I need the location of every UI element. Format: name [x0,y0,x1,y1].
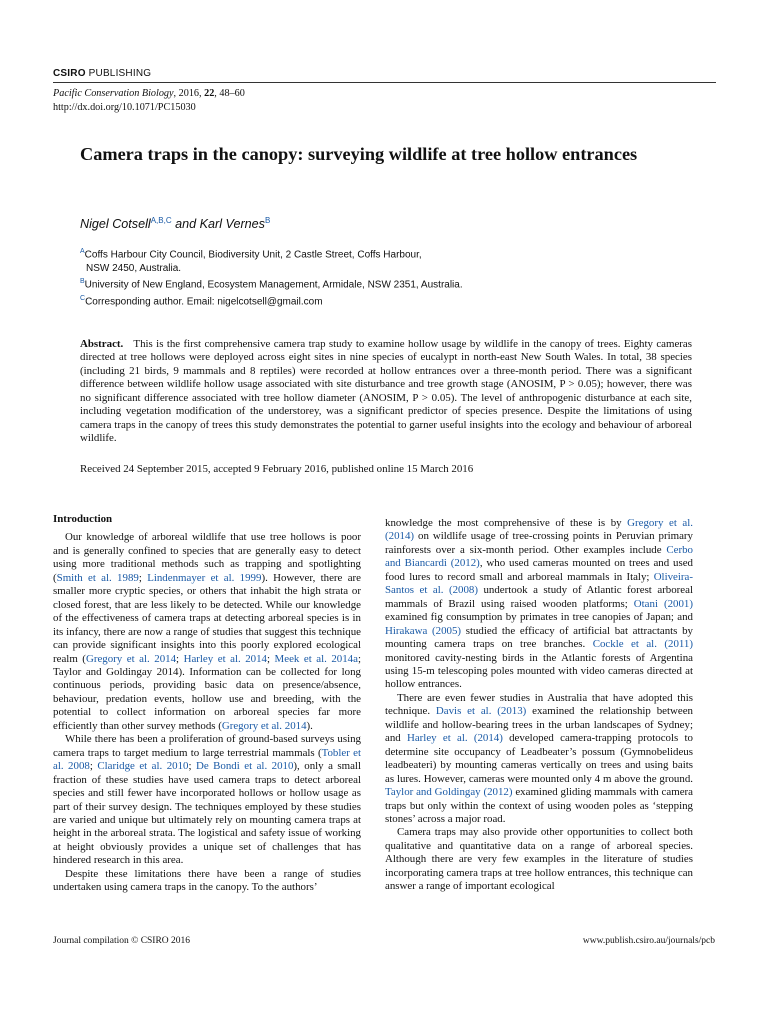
received-dates: Received 24 September 2015, accepted 9 February 2016, published online 15 March 2016 [80,463,474,475]
doi-link[interactable]: http://dx.doi.org/10.1071/PC15030 [53,102,196,113]
ref-link[interactable]: Tobler et al. 2008 [53,746,361,773]
affil-b-text: University of New England, Ecosystem Management, Armidale, NSW 2351, Australia. [84,279,463,291]
affiliation-b [80,275,710,292]
intro-paragraph-1: Our knowledge of arboreal wildlife that use tree hollows is poor and is generally confined to species that are generally easy to detect using more traditional methods such as trapping and spotlighting (Smith et al. 1989; Lindenmayer et al. 1999). However, there are smaller more cryptic species, or others that inhabit the high strata or closed forest, that are less likely to be detected. While our knowledge of the effectiveness of camera traps at detecting arboreal species is in its infancy, there are now a range of studies that suggest this technique can provide significant insights into this poorly explored ecological realm (Gregory et al. 2014; Harley et al. 2014; Meek et al. 2014a; Taylor and Goldingay 2014). Information can be collected for long continuous periods, providing basic data on presence/absence, behaviour, predation events, hollow use and breeding, with the potential to collect information on arboreal species far more efficiently than other survey methods (Gregory et al. 2014). [53,531,362,732]
column-left [53,513,361,895]
author-2: Karl Vernes [199,217,265,232]
author-and: and [171,217,200,232]
ref-link[interactable]: Smith et al. 1989 [56,571,139,584]
ref-link[interactable]: Harley et al. 2014 [183,652,267,665]
author-2-affil[interactable]: B [264,216,271,225]
paper-title: Camera traps in the canopy: surveying wildlife at tree hollow entrances [80,144,638,164]
affiliation-a [80,245,710,262]
affiliation-a-cont: NSW 2450, Australia. [86,262,182,274]
publisher-line [53,68,151,79]
journal-volume: 22 [204,88,215,99]
ref-link[interactable]: Otani (2001) [633,597,693,610]
header-rule [53,82,716,83]
affiliations [80,245,710,309]
intro-paragraph-5: Camera traps may also provide other opportunities to collect both qualitative and quantitative data on a range of arboreal species. Although there are very few examples in the literature of studies incorporating camera traps at tree hollow entrances, this technique can answer a range of important ecological [385,826,693,893]
affil-b-mark: B [80,278,85,286]
ref-link[interactable]: Lindenmayer et al. 1999 [147,571,262,584]
ref-link[interactable]: Gregory et al. 2014 [85,652,177,665]
ref-link[interactable]: De Bondi et al. 2010 [195,760,294,773]
journal-name: Pacific Conservation Biology [53,88,174,99]
author-1-affil[interactable]: A,B,C [150,216,172,225]
publisher-bold: CSIRO [53,68,86,79]
ref-link[interactable]: Cerbo and Biancardi (2012) [385,543,693,570]
journal-citation [53,87,245,115]
abstract-label: Abstract. [80,338,124,350]
ref-link[interactable]: Davis et al. (2013) [435,705,527,718]
affil-a-text: Coffs Harbour City Council, Biodiversity Unit, 2 Castle Street, Coffs Harbour, [84,249,422,261]
abstract-text: This is the first comprehensive camera trap study to examine hollow usage by wildlife in the canopy of trees. Eighty cameras directed at tree hollows were deployed across eight sites in nine species of eucalypt in north-east New South Wales. In total, 38 species (including 21 birds, 9 mammals and 8 reptiles) were recorded at hollow entrances over a three-month period. There was a significant difference between wildlife hollow usage associated with site disturbance and tree growth stage (ANOSIM, P > 0.05); however, there was no significant difference associated with tree hollow diameter (ANOSIM, P > 0.05). The level of anthropogenic disturbance at each site, including vegetation modification of the understorey, was a significant predictor of species presence. Despite the limitations of using camera traps in the canopy of trees this study demonstrates the potential to garner useful insights into the ecology and behaviour of arboreal wildlife. [80,338,692,445]
affil-c-text: Corresponding author. Email: nigelcotsell@gmail.com [85,296,323,308]
footer-url[interactable]: www.publish.csiro.au/journals/pcb [582,936,715,946]
affiliation-c [80,292,710,309]
author-1: Nigel Cotsell [80,217,151,232]
ref-link[interactable]: Gregory et al. (2014) [385,517,693,543]
journal-details-a: , 2016, [173,88,205,99]
affil-c-mark: C [80,294,86,302]
intro-paragraph-3: Despite these limitations there have been a range of studies undertaken using camera traps in the canopy. To the authors’ [53,867,361,894]
section-heading-introduction: Introduction [53,513,113,525]
ref-link[interactable]: Oliveira-Santos et al. (2008) [385,570,693,597]
footer-copyright: Journal compilation © CSIRO 2016 [53,936,191,946]
ref-link[interactable]: Meek et al. 2014a [274,652,358,665]
journal-details-b: , 48–60 [214,88,245,99]
ref-link[interactable]: Cockle et al. (2011) [592,638,693,651]
intro-paragraph-4: There are even fewer studies in Australia that have adopted this technique. Davis et al. (2013) examined the relationship between wildlife and hollow-bearing trees in the urban landscapes of Sydney; and Harley et al. (2014) developed camera-trapping protocols to determine site occupancy of Leadbeater’s possum (Gymnobelideus leadbeateri) by mounting cameras vertically on trees and using baits as lures. However, cameras were mounted only 4 m above the ground. Taylor and Goldingay (2012) examined gliding mammals with camera traps but only within the context of using wooden poles as ‘stepping stones’ across a major road. [385,691,694,825]
ref-link[interactable]: Claridge et al. 2010 [97,760,189,773]
ref-link[interactable]: Harley et al. (2014) [406,732,503,745]
intro-paragraph-3-cont: knowledge the most comprehensive of these is by Gregory et al. (2014) on wildlife usage of tree-crossing points in Peruvian primary rainforests over a six-month period. Other examples include Cerbo and Biancardi (2012), who used cameras mounted on trees and used food lures to record small and arboreal mammals in Italy; Oliveira-Santos et al. (2008) undertook a study of Atlantic forest arboreal mammals of Brazil using raised wooden platforms; Otani (2001) examined fig consumption by primates in tree canopies of Japan; and Hirakawa (2005) studied the efficacy of artificial bat attractants by mounting camera traps on tree branches. Cockle et al. (2011) monitored cavity-nesting birds in the Atlantic forests of Argentina using 15-m telescoping poles mounted with video cameras directed at hollow entrances. [385,517,693,691]
publisher-rest: PUBLISHING [85,68,152,79]
ref-link[interactable]: Taylor and Goldingay (2012) [385,786,513,799]
ref-link[interactable]: Gregory et al. 2014 [221,719,307,732]
affil-a-mark: A [80,248,85,255]
author-line [80,216,270,231]
intro-paragraph-2: While there has been a proliferation of ground-based surveys using camera traps to target medium to large terrestrial mammals (Tobler et al. 2008; Claridge et al. 2010; De Bondi et al. 2010), only a small fraction of these studies have used camera traps to detect arboreal species and still fewer have incorporated hollows or hollow usage as part of their survey design. The techniques employed by these studies are varied and unique but ultimately rely on mounting camera traps at height in the arboreal strata. The logistical and safety issue of working at height obviously provides a unique set of challenges that has hindered research in this area. [53,733,361,867]
abstract [80,338,692,446]
column-right [385,517,693,894]
ref-link[interactable]: Hirakawa (2005) [385,624,462,637]
